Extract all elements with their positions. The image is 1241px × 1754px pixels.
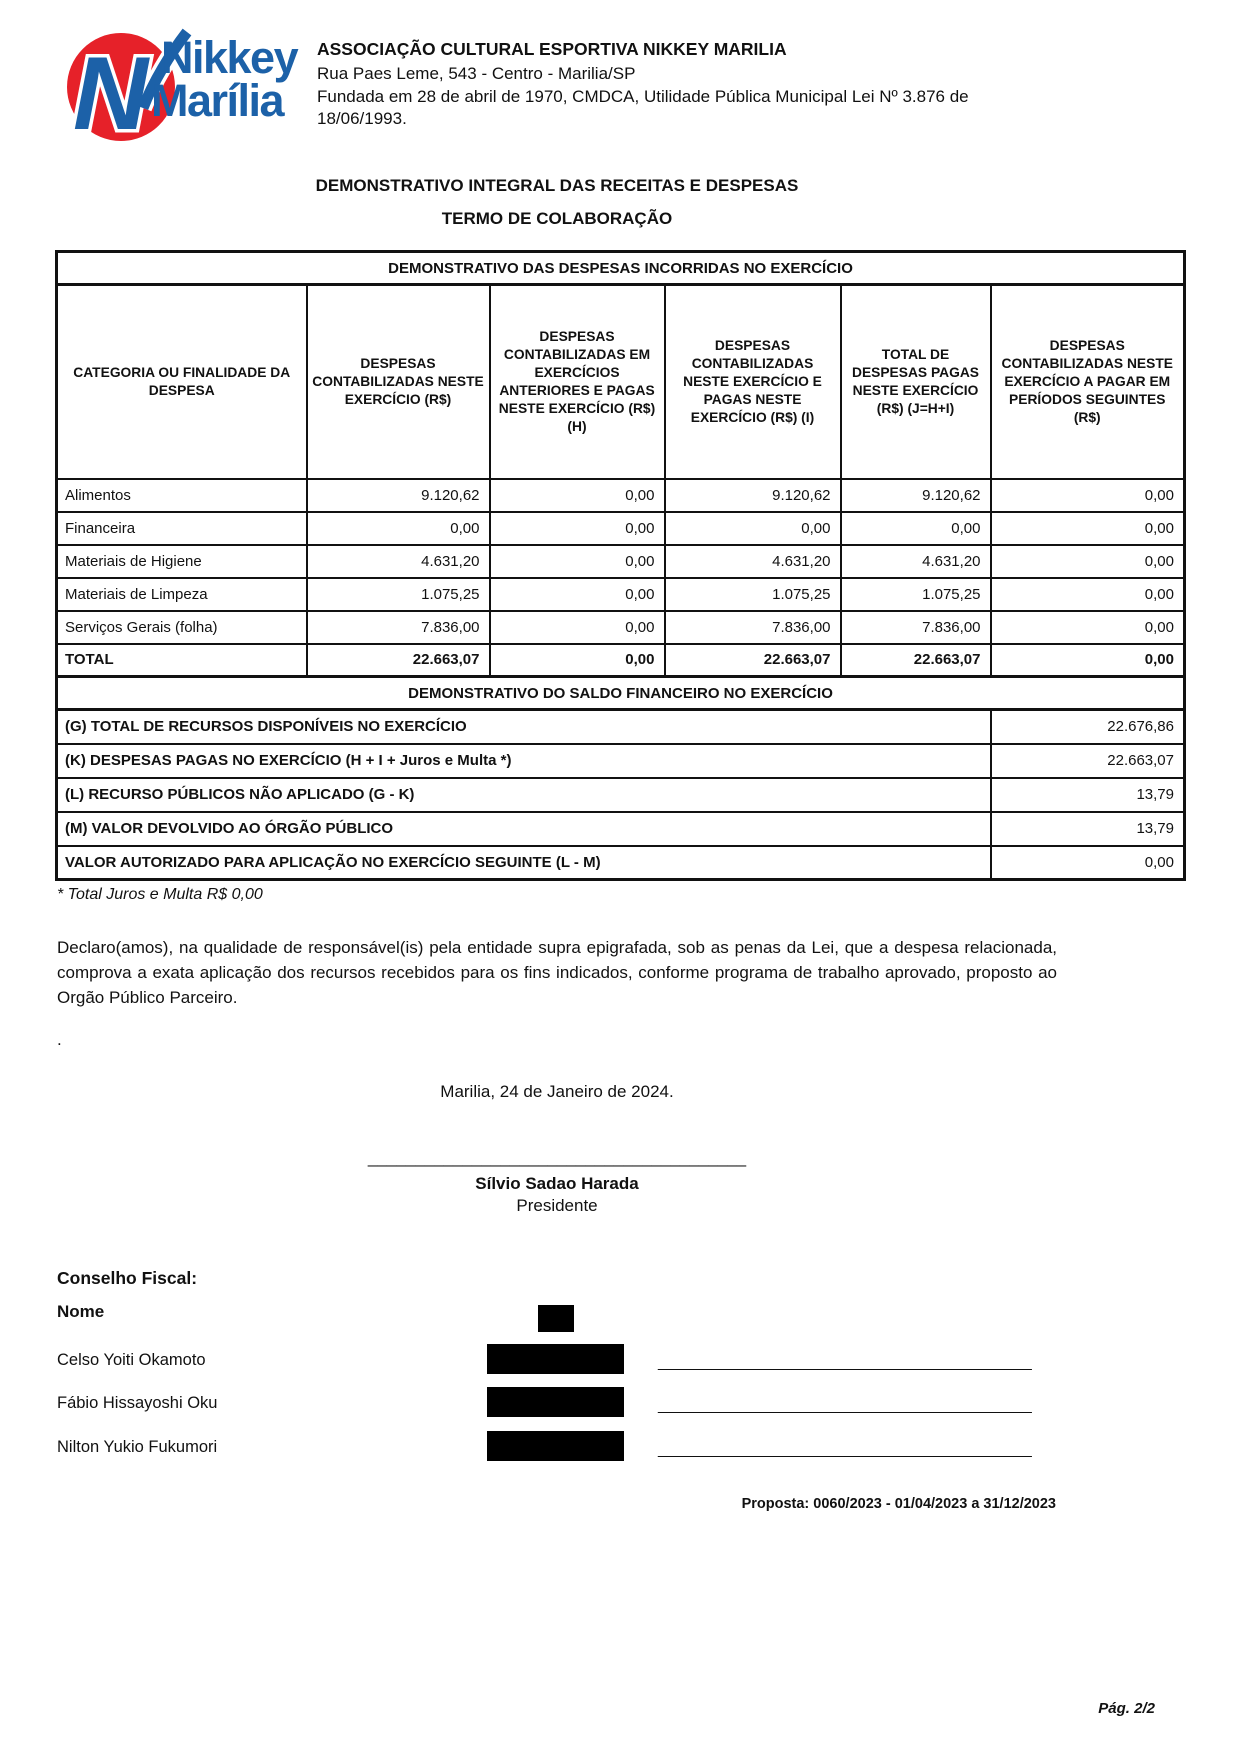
org-address: Rua Paes Leme, 543 - Centro - Marilia/SP	[317, 64, 636, 84]
balance-row	[57, 744, 1185, 778]
org-info	[317, 28, 1077, 146]
col-header-contabilizadas: DESPESAS CONTABILIZADAS NESTE EXERCÍCIO (R$)	[307, 285, 490, 479]
council-member-name: Fábio Hissayoshi Oku	[57, 1394, 218, 1412]
date-line: Marilia, 24 de Janeiro de 2024.	[440, 1082, 674, 1101]
balance-row	[57, 846, 1185, 880]
expense-row-label: Materiais de Higiene	[57, 545, 307, 578]
expenses-and-balance-table	[55, 250, 1186, 881]
expense-cell: 0,00	[490, 479, 665, 512]
juros-multa-footnote: * Total Juros e Multa R$ 0,00	[57, 886, 263, 903]
expense-cell: 0,00	[490, 611, 665, 644]
expense-cell: 1.075,25	[307, 578, 490, 611]
stray-period: .	[57, 1030, 62, 1049]
signature-rule: ________________________________________	[367, 1148, 747, 1167]
expense-cell: 4.631,20	[841, 545, 991, 578]
total-cell: 0,00	[490, 644, 665, 677]
balance-row-label: VALOR AUTORIZADO PARA APLICAÇÃO NO EXERCÍCIO SEGUINTE (L - M)	[57, 846, 991, 880]
expense-row-label: Alimentos	[57, 479, 307, 512]
balance-row-label: (M) VALOR DEVOLVIDO AO ÓRGÃO PÚBLICO	[57, 812, 991, 846]
expense-cell: 0,00	[841, 512, 991, 545]
expense-cell: 0,00	[490, 545, 665, 578]
col-header-a-pagar: DESPESAS CONTABILIZADAS NESTE EXERCÍCIO A PAGAR EM PERÍODOS SEGUINTES (R$)	[991, 285, 1185, 479]
table-row	[57, 611, 1185, 644]
org-founding: Fundada em 28 de abril de 1970, CMDCA, Utilidade Pública Municipal Lei Nº 3.876 de 18/06/1993.	[317, 86, 969, 129]
balance-row-value: 13,79	[991, 812, 1185, 846]
expense-cell: 7.836,00	[307, 611, 490, 644]
expense-row-label: Materiais de Limpeza	[57, 578, 307, 611]
expense-cell: 0,00	[991, 578, 1185, 611]
expenses-band-row	[57, 252, 1185, 285]
total-cell: 22.663,07	[307, 644, 490, 677]
org-name: ASSOCIAÇÃO CULTURAL ESPORTIVA NIKKEY MARILIA	[317, 39, 787, 59]
balance-row-value: 22.663,07	[991, 744, 1185, 778]
total-cell: 0,00	[991, 644, 1185, 677]
expense-cell: 0,00	[991, 479, 1185, 512]
expense-cell: 0,00	[490, 578, 665, 611]
logo-word-marilia: Marília	[151, 75, 284, 127]
table-row	[57, 578, 1185, 611]
table-total-row	[57, 644, 1185, 677]
expense-cell: 0,00	[307, 512, 490, 545]
expense-cell: 0,00	[991, 512, 1185, 545]
nikkey-marilia-logo	[57, 28, 307, 146]
total-cell: 22.663,07	[841, 644, 991, 677]
expenses-band-title: DEMONSTRATIVO DAS DESPESAS INCORRIDAS NO EXERCÍCIO	[57, 252, 1185, 285]
table-row	[57, 512, 1185, 545]
redaction-mark-small	[538, 1305, 574, 1332]
council-member-name: Celso Yoiti Okamoto	[57, 1351, 206, 1369]
expense-cell: 1.075,25	[841, 578, 991, 611]
col-header-total-j: TOTAL DE DESPESAS PAGAS NESTE EXERCÍCIO (R$) (J=H+I)	[841, 285, 991, 479]
expense-cell: 1.075,25	[665, 578, 841, 611]
logo-wordmark	[151, 32, 298, 127]
letterhead	[57, 28, 1077, 146]
balance-row	[57, 778, 1185, 812]
council-name-header: Nome	[57, 1302, 105, 1321]
expense-cell: 0,00	[991, 545, 1185, 578]
col-header-pagas-i: DESPESAS CONTABILIZADAS NESTE EXERCÍCIO E PAGAS NESTE EXERCÍCIO (R$) (I)	[665, 285, 841, 479]
expenses-header-row	[57, 285, 1185, 479]
doc-title-sub: TERMO DE COLABORAÇÃO	[441, 209, 673, 228]
council-member-row	[0, 1425, 1241, 1461]
expense-cell: 7.836,00	[841, 611, 991, 644]
council-title: Conselho Fiscal:	[57, 1268, 198, 1288]
redaction-bar	[487, 1344, 624, 1374]
svg-text:N: N	[73, 36, 149, 146]
expense-cell: 7.836,00	[665, 611, 841, 644]
balance-row-label: (G) TOTAL DE RECURSOS DISPONÍVEIS NO EXERCÍCIO	[57, 710, 991, 744]
member-signature-rule: __________________________________________	[658, 1441, 1032, 1458]
member-signature-rule: __________________________________________	[658, 1397, 1032, 1414]
balance-band-row	[57, 677, 1185, 710]
council-member-name: Nilton Yukio Fukumori	[57, 1438, 218, 1456]
total-row-label: TOTAL	[57, 644, 307, 677]
expense-cell: 4.631,20	[665, 545, 841, 578]
expense-cell: 9.120,62	[307, 479, 490, 512]
balance-row	[57, 812, 1185, 846]
redaction-bar	[487, 1387, 624, 1417]
president-signature-block	[57, 1148, 1057, 1216]
council-member-row	[0, 1338, 1241, 1374]
expense-cell: 0,00	[665, 512, 841, 545]
expense-cell: 9.120,62	[665, 479, 841, 512]
document-titles	[57, 176, 1057, 229]
expense-cell: 4.631,20	[307, 545, 490, 578]
council-member-row	[0, 1381, 1241, 1417]
president-role: Presidente	[516, 1196, 598, 1215]
table-row	[57, 479, 1185, 512]
col-header-anteriores-h: DESPESAS CONTABILIZADAS EM EXERCÍCIOS ANTERIORES E PAGAS NESTE EXERCÍCIO (R$) (H)	[490, 285, 665, 479]
expense-cell: 0,00	[991, 611, 1185, 644]
balance-row-value: 22.676,86	[991, 710, 1185, 744]
total-cell: 22.663,07	[665, 644, 841, 677]
table-row	[57, 545, 1185, 578]
balance-band-title: DEMONSTRATIVO DO SALDO FINANCEIRO NO EXERCÍCIO	[57, 677, 1185, 710]
president-name: Sílvio Sadao Harada	[475, 1174, 639, 1193]
proposal-reference: Proposta: 0060/2023 - 01/04/2023 a 31/12/2023	[741, 1496, 1056, 1512]
balance-row-label: (L) RECURSO PÚBLICOS NÃO APLICADO (G - K)	[57, 778, 991, 812]
doc-title-main: DEMONSTRATIVO INTEGRAL DAS RECEITAS E DESPESAS	[315, 176, 799, 195]
redaction-bar	[487, 1431, 624, 1461]
member-signature-rule: __________________________________________	[658, 1354, 1032, 1371]
balance-row-label: (K) DESPESAS PAGAS NO EXERCÍCIO (H + I + Juros e Multa *)	[57, 744, 991, 778]
declaration-paragraph: Declaro(amos), na qualidade de responsável(is) pela entidade supra epigrafada, sob as penas da Lei, que a despesa relacionada, comprova a exata aplicação dos recursos recebidos para os fins indicados, conforme programa de trabalho aprovado, proposto ao Orgão Público Parceiro.	[57, 938, 1057, 1007]
col-header-categoria: CATEGORIA OU FINALIDADE DA DESPESA	[57, 285, 307, 479]
expense-cell: 9.120,62	[841, 479, 991, 512]
balance-row	[57, 710, 1185, 744]
logo-word-nikkey: Nikkey	[161, 32, 298, 83]
expense-cell: 0,00	[490, 512, 665, 545]
balance-row-value: 0,00	[991, 846, 1185, 880]
expense-row-label: Serviços Gerais (folha)	[57, 611, 307, 644]
page-number: Pág. 2/2	[1098, 1700, 1155, 1717]
balance-row-value: 13,79	[991, 778, 1185, 812]
expense-row-label: Financeira	[57, 512, 307, 545]
